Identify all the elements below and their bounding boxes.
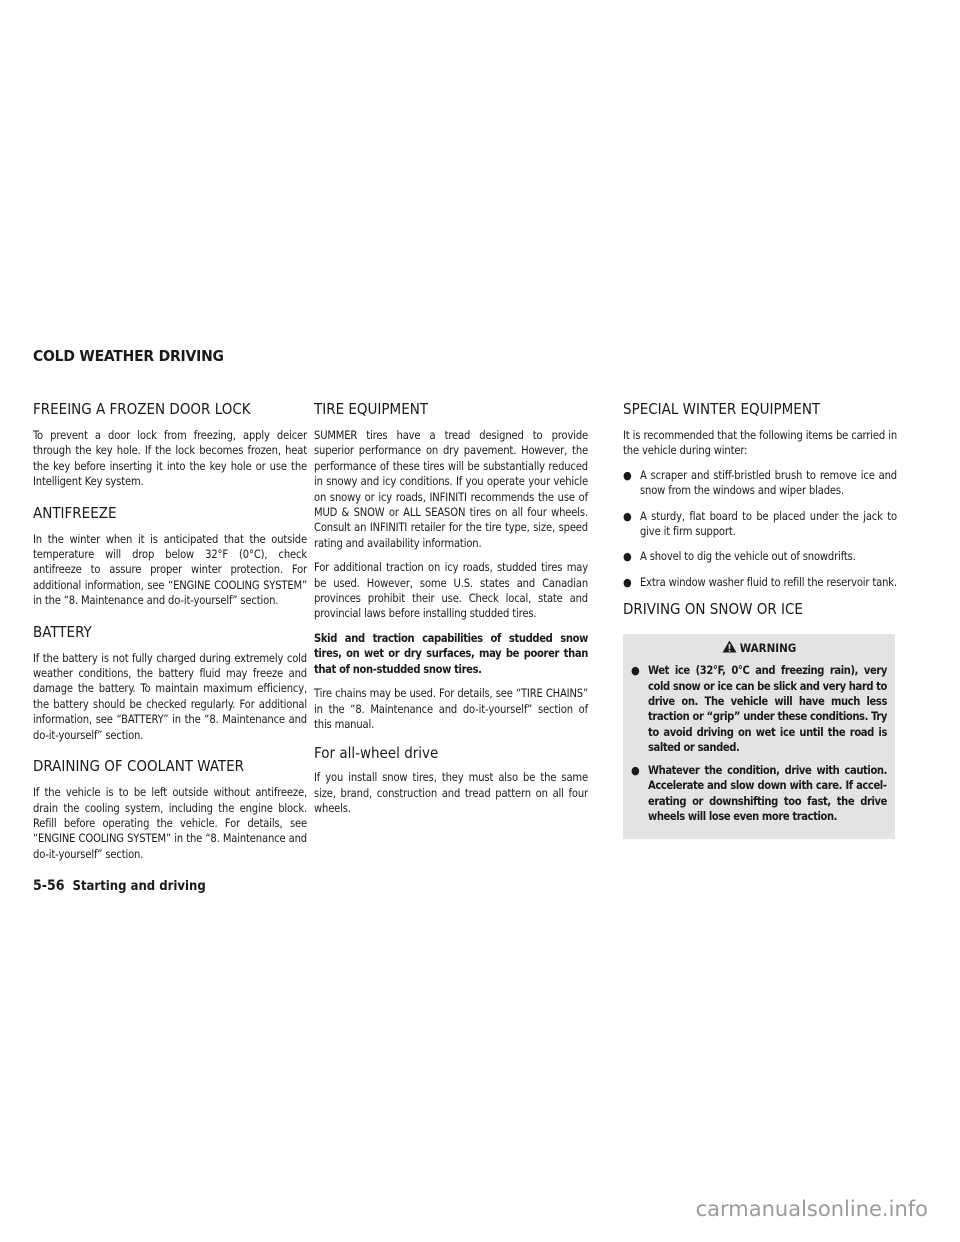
- warning-list: [631, 663, 887, 824]
- frozen-lock-section: [33, 400, 307, 490]
- tire-equipment-heading: TIRE EQUIPMENT: [314, 400, 429, 418]
- bullet-icon: ●: [631, 664, 640, 678]
- battery-section: [33, 623, 307, 743]
- antifreeze-section: [33, 504, 307, 609]
- snow-ice-heading: DRIVING ON SNOW OR ICE: [623, 600, 803, 619]
- bullet-icon: ●: [623, 509, 632, 523]
- bullet-icon: ●: [623, 550, 632, 564]
- special-equipment-section: [623, 400, 897, 590]
- coolant-section: [33, 757, 307, 862]
- column-3: [623, 400, 897, 839]
- antifreeze-heading: ANTIFREEZE: [33, 503, 117, 522]
- bullet-icon: ●: [623, 575, 632, 589]
- bullet-icon: ●: [623, 468, 632, 482]
- page-footer: [33, 878, 206, 894]
- battery-body: If the battery is not fully charged during extremely cold weather conditions, the battery fluid may freeze and damage the battery. To maintain maximum efficiency, the battery should be checked regularly. For additional information, see “BATTERY” in the “8. Maintenance and do-it-yourself” section.: [33, 651, 307, 742]
- warning-label: WARNING: [739, 641, 797, 656]
- equipment-list: [623, 468, 897, 590]
- awd-body: If you install snow tires, they must also be the same size, brand, construction and tread pattern on all four wheels.: [314, 771, 588, 816]
- tire-equipment-paragraph-4: Tire chains may be used. For details, see “TIRE CHAINS” in the “8. Maintenance and do-it-yourself” section of this manual.: [314, 687, 588, 731]
- warning-header: [631, 640, 887, 656]
- column-1: [33, 400, 307, 871]
- tire-equipment-paragraph-1: SUMMER tires have a tread designed to provide superior performance on dry pavement. However, the performance of these tires will be substantially reduced in snowy and icy conditions. If you operate your vehicle on snowy or icy roads, INFINITI recommends the use of MUD & SNOW or ALL SEASON tires on all four wheels. Consult an INFINITI retailer for the tire type, size, speed rating and availability information.: [314, 429, 588, 550]
- coolant-heading: DRAINING OF COOLANT WATER: [33, 757, 245, 776]
- list-item: ● Extra window washer fluid to refill the reservoir tank.: [623, 575, 897, 589]
- list-item: ● Whatever the condition, drive with caution. Accelerate and slow down with care. If accelerating or downshifting too fast, the drive wheels will lose even more traction.: [631, 763, 887, 823]
- antifreeze-body: In the winter when it is anticipated that the outside temperature will drop below 32°F (0°C), check antifreeze to assure proper winter protection. For additional information, see “ENGINE COOLING SYSTEM” in the “8. Maintenance and do-it-yourself” section.: [33, 532, 307, 608]
- page-number: 5-56: [33, 878, 65, 894]
- studded-tire-caution: Skid and traction capabilities of studded snow tires, on wet or dry surfaces, may be poorer than that of non-studded snow tires.: [314, 631, 588, 676]
- list-item: ● A sturdy, flat board to be placed under the jack to give it firm support.: [623, 509, 897, 539]
- warning-triangle-icon: [722, 640, 737, 656]
- tire-equipment-section: [314, 400, 588, 732]
- special-equipment-heading: SPECIAL WINTER EQUIPMENT: [623, 400, 821, 418]
- list-item: ● A scraper and stiff-bristled brush to remove ice and snow from the windows and wiper blades.: [623, 468, 897, 498]
- snow-ice-section: [623, 600, 897, 839]
- list-item: ● A shovel to dig the vehicle out of snowdrifts.: [623, 550, 856, 564]
- column-2: [314, 400, 588, 826]
- warning-box: [623, 634, 895, 839]
- awd-section: [314, 744, 588, 816]
- frozen-lock-body: To prevent a door lock from freezing, apply deicer through the key hole. If the lock becomes frozen, heat the key before inserting it into the key hole or use the Intelligent Key system.: [33, 429, 307, 489]
- list-item: ● Wet ice (32°F, 0°C and freezing rain), very cold snow or ice can be slick and very hard to drive on. The vehicle will have much less traction or “grip” under these conditions. Try to avoid driving on wet ice until the road is salted or sanded.: [631, 664, 887, 755]
- special-equipment-intro: It is recommended that the following items be carried in the vehicle during winter:: [623, 429, 897, 458]
- tire-equipment-paragraph-2: For additional traction on icy roads, studded tires may be used. However, some U.S. states and Canadian provinces prohibit their use. Check local, state and provincial laws before installing studded tires.: [314, 561, 588, 621]
- watermark: carmanualsonline.info: [695, 1197, 928, 1221]
- bullet-icon: ●: [631, 763, 640, 777]
- section-title: COLD WEATHER DRIVING: [33, 347, 224, 365]
- awd-heading: For all-wheel drive: [314, 744, 439, 763]
- battery-heading: BATTERY: [33, 622, 92, 641]
- chapter-title: Starting and driving: [72, 879, 206, 894]
- coolant-body: If the vehicle is to be left outside without antifreeze, drain the cooling system, including the engine block. Refill before operating the vehicle. For details, see “ENGINE COOLING SYSTEM” in the “8. Maintenance and do-it-yourself” section.: [33, 786, 307, 861]
- frozen-lock-heading: FREEING A FROZEN DOOR LOCK: [33, 400, 251, 418]
